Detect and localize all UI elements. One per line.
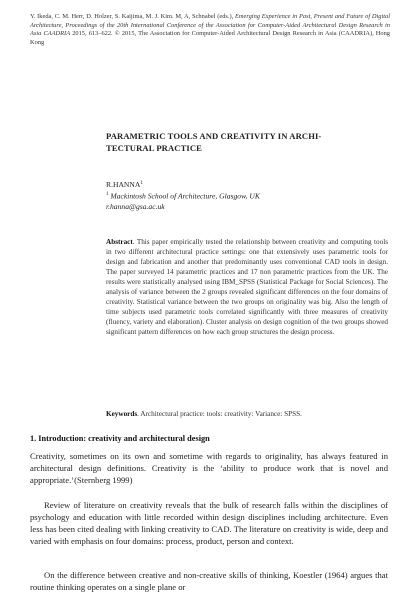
body-paragraph-2: Review of literature on creativity reveals that the bulk of research falls within the disciplines of psychology and education with little recorded within design disciplines including architecture. Even less has been cited dealing with linking creativity to CAD. The literature on creativity is wide, deep and varied with emphasis on four domains: process, product, person and context.	[30, 500, 388, 547]
publication-header	[30, 13, 390, 47]
header-editors: Y. Ikeda, C. M. Herr, D. Holzer, S. Kaijima, M. J. Kim. M, A, Schnabel (eds.),	[30, 13, 235, 20]
keywords-label: Keywords	[106, 410, 138, 418]
paper-title	[106, 130, 356, 154]
affiliation-text: Mackintosh School of Architecture, Glasgow, UK	[108, 191, 260, 201]
abstract	[106, 237, 388, 337]
body-paragraph-1: Creativity, sometimes on its own and sometime with regards to originality, has always featured in architectural design definitions. Creativity is the ‘ability to produce work that is novel and appropriate.’(Sternberg 1999)	[30, 451, 388, 486]
author-name	[106, 180, 346, 190]
keywords-text: . Architectural practice: tools: creativity: Variance: SPSS.	[137, 410, 302, 418]
author-name-text: R.HANNA	[106, 180, 141, 189]
header-proceedings-title: Emerging Experience in Past, Present and Future of Digital Architecture, Proceedings of the 20th International Conference of the Association for Computer-Aided Architectural Design Research in Asia CAADRIA	[30, 13, 390, 37]
title-line-2: TECTURAL PRACTICE	[106, 143, 203, 153]
author-affiliation	[106, 190, 346, 202]
affiliation-sup: 1	[106, 192, 109, 197]
abstract-text: . This paper empirically tested the relationship between creativity and computing tools in two different architectural practice settings: one that extensively uses parametric tools for design and fabrication and another that predominantly uses conventional CAD tools in design. The paper surveyed 14 parametric practices and 17 non parametric practices from the UK. The results were statistically analysed using IBM_SPSS (Statistical Package for Social Sciences). The analysis of variance between the 2 groups revealed significant differences on the four domains of creativity. Statistical variance between the two groups on originality was big. Also the length of time subjects used parametric tools correlated significantly with three measures of creativity (fluency, variety and elaboration). Cluster analysis on design cognition of the two groups showed significant pattern differences on how each group structures the design process.	[106, 238, 388, 336]
author-name-sup: 1	[140, 181, 143, 186]
author-email: r.hanna@gsa.ac.uk	[106, 201, 165, 211]
keywords	[106, 409, 388, 419]
author-block	[106, 180, 346, 212]
header-copyright: 2015, 613–622. © 2015, The Association for Computer-Aided Architectural Design Research in Asia (CAADRIA), Hong Kong	[30, 30, 390, 46]
abstract-label: Abstract	[106, 238, 133, 246]
section-heading: 1. Introduction: creativity and architectural design	[30, 434, 210, 443]
title-line-1: PARAMETRIC TOOLS AND CREATIVITY IN ARCHI-	[106, 131, 322, 141]
body-paragraph-3: On the difference between creative and non-creative skills of thinking, Koestler (1964) argues that routine thinking operates on a single plane or	[30, 570, 388, 593]
